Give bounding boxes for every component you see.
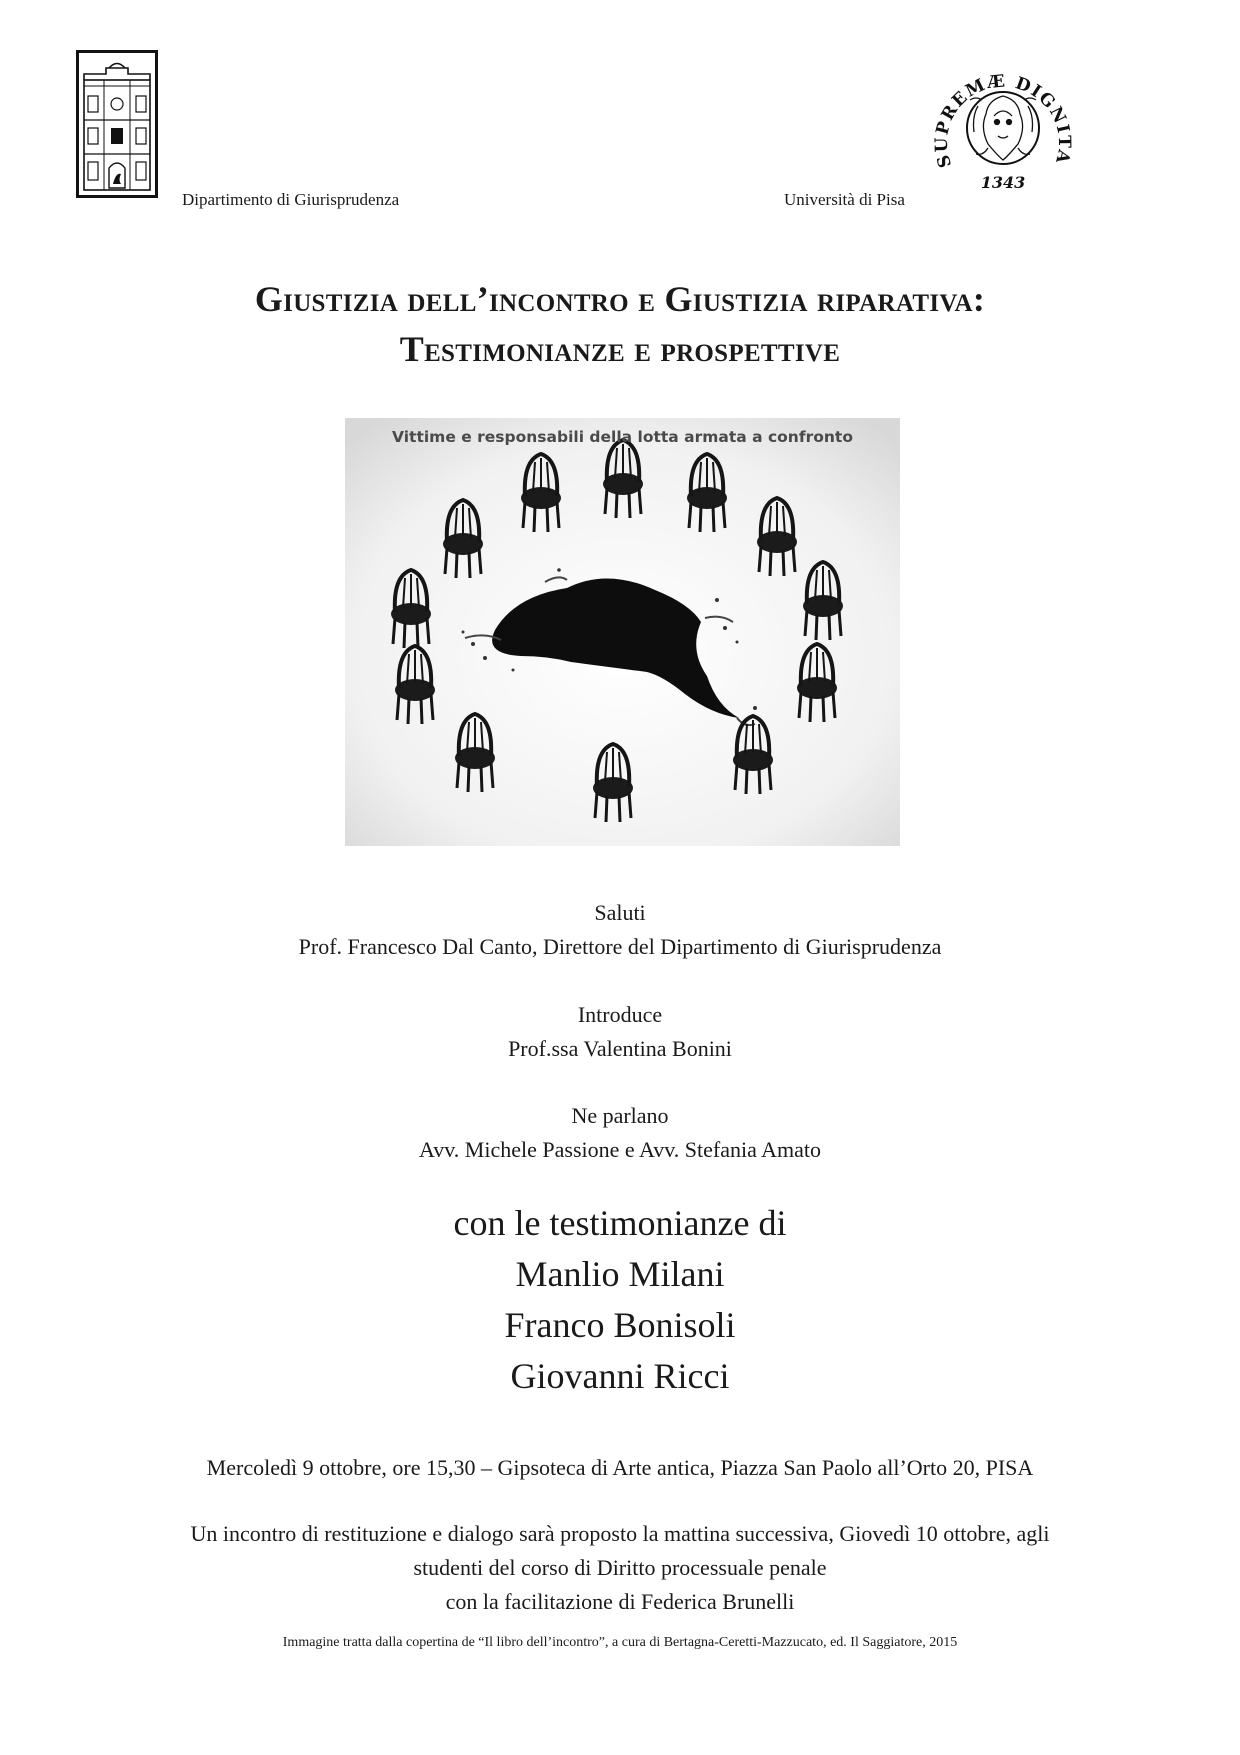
testimony-name: Giovanni Ricci [510,1356,730,1396]
introduce-name: Prof.ssa Valentina Bonini [508,1036,732,1061]
seal-motto: SUPREMÆ DIGNITA [931,71,1075,170]
cover-caption: Vittime e responsabili della lotta armata a confronto [392,428,853,446]
introduce-label: Introduce [577,1002,663,1027]
saluti-label: Saluti [594,900,646,925]
parlano-block [0,1099,1240,1167]
department-logo [76,50,158,198]
testimony-name: Manlio Milani [515,1254,725,1294]
followup-line-3: con la facilitazione di Federica Brunelli [445,1589,795,1614]
testimonies-heading: con le testimonianze di [453,1203,787,1243]
testimonies-block [0,1198,1240,1402]
department-name: Dipartimento di Giurisprudenza [182,190,400,209]
seal-year: 1343 [980,173,1026,192]
followup-line-1: Un incontro di restituzione e dialogo sarà proposto la mattina successiva, Giovedì 10 ottobre, agli [190,1521,1050,1546]
introduce-block [0,998,1240,1066]
testimony-name: Franco Bonisoli [504,1305,736,1345]
parlano-names: Avv. Michele Passione e Avv. Stefania Amato [418,1137,822,1162]
title-line-2: Testimonianze e prospettive [399,329,841,369]
university-name: Università di Pisa [784,190,905,209]
followup-line-2: studenti del corso di Diritto processuale penale [413,1555,827,1580]
cover-image [345,418,900,846]
university-seal [928,56,1078,206]
title-line-1: Giustizia dell’incontro e Giustizia riparativa: [254,279,986,319]
saluti-name: Prof. Francesco Dal Canto, Direttore del Dipartimento di Giurisprudenza [298,934,942,959]
image-credit: Immagine tratta dalla copertina de “Il libro dell’incontro”, a cura di Bertagna-Ceretti-Mazzucato, ed. Il Saggiatore, 2015 [282,1635,958,1650]
parlano-label: Ne parlano [571,1103,669,1128]
svg-text:IN SUPREMÆ DIGNITATIS [928,56,1074,170]
saluti-block [0,896,1240,964]
event-details: Mercoledì 9 ottobre, ore 15,30 – Gipsoteca di Arte antica, Piazza San Paolo all’Orto 20, PISA [206,1455,1034,1480]
followup-block [0,1517,1240,1619]
